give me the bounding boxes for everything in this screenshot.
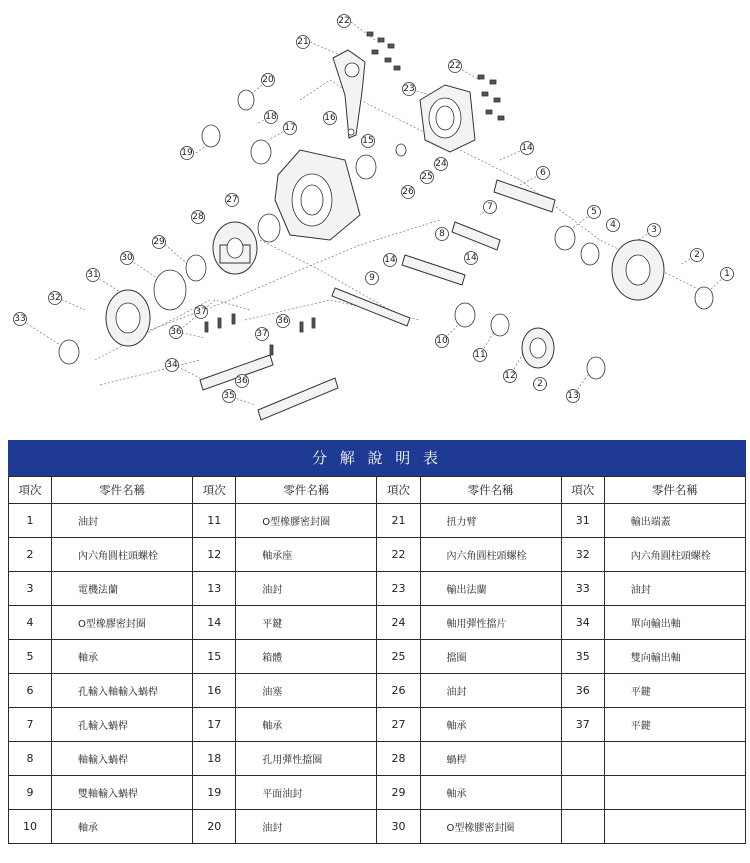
item-number: 5 <box>9 640 52 674</box>
leader-lines <box>20 22 727 405</box>
callout-5 <box>588 206 601 219</box>
part-name: 平鍵 <box>236 606 377 640</box>
callout-36a <box>170 326 183 339</box>
table-row <box>9 640 746 674</box>
item-number: 1 <box>9 504 52 538</box>
header-item-no: 項次 <box>193 477 236 504</box>
svg-text:29: 29 <box>153 237 165 247</box>
item-number: 20 <box>193 810 236 844</box>
callout-10 <box>436 335 449 348</box>
part-name: 擋圈 <box>420 640 561 674</box>
part-name: 蝸桿 <box>420 742 561 776</box>
table-row <box>9 708 746 742</box>
callout-35 <box>223 390 236 403</box>
svg-text:21: 21 <box>297 37 309 47</box>
part-name: 孔輸入軸輸入蝸桿 <box>52 674 193 708</box>
svg-text:12: 12 <box>504 371 516 381</box>
svg-text:34: 34 <box>166 360 178 370</box>
callout-9 <box>366 272 379 285</box>
svg-text:3: 3 <box>651 225 657 235</box>
bolt-set-22-top <box>367 32 400 70</box>
part-name: 軸承 <box>52 810 193 844</box>
part-name: 油封 <box>236 572 377 606</box>
item-number: 7 <box>9 708 52 742</box>
svg-text:8: 8 <box>439 229 445 239</box>
header-item-no: 項次 <box>377 477 420 504</box>
callout-1 <box>721 268 734 281</box>
item-number: 30 <box>377 810 420 844</box>
seal-rings <box>59 90 713 379</box>
part-name: 平鍵 <box>604 708 745 742</box>
callout-4 <box>607 219 620 232</box>
bolt-set-22-right <box>478 75 504 120</box>
part-name: 雙軸輸入蝸桿 <box>52 776 193 810</box>
part-name: 扭力臂 <box>420 504 561 538</box>
item-number: 29 <box>377 776 420 810</box>
svg-text:36: 36 <box>236 376 248 386</box>
item-number: 15 <box>193 640 236 674</box>
svg-text:7: 7 <box>487 202 493 212</box>
part-name: 電機法蘭 <box>52 572 193 606</box>
part-name: 油封 <box>604 572 745 606</box>
callout-7 <box>484 201 497 214</box>
table-row <box>9 572 746 606</box>
callout-22a <box>338 15 351 28</box>
callout-6 <box>537 167 550 180</box>
item-number: 35 <box>561 640 604 674</box>
table-row <box>9 606 746 640</box>
table-body <box>9 504 746 844</box>
part-name: 軸用彈性擋片 <box>420 606 561 640</box>
item-number <box>561 776 604 810</box>
item-number: 17 <box>193 708 236 742</box>
item-number: 9 <box>9 776 52 810</box>
item-number: 19 <box>193 776 236 810</box>
part-name: 軸承 <box>52 640 193 674</box>
callout-14a <box>521 142 534 155</box>
callout-14b <box>465 252 478 265</box>
part-name: 箱體 <box>236 640 377 674</box>
item-number: 21 <box>377 504 420 538</box>
callout-34 <box>166 359 179 372</box>
item-number: 16 <box>193 674 236 708</box>
item-number: 2 <box>9 538 52 572</box>
svg-text:37: 37 <box>195 307 207 317</box>
svg-text:37: 37 <box>256 329 268 339</box>
header-item-no: 項次 <box>561 477 604 504</box>
svg-text:19: 19 <box>181 148 193 158</box>
svg-text:22: 22 <box>338 16 350 26</box>
svg-text:23: 23 <box>403 84 415 94</box>
item-number <box>561 810 604 844</box>
part-name: 內六角圓柱頭螺栓 <box>420 538 561 572</box>
item-number: 4 <box>9 606 52 640</box>
svg-text:4: 4 <box>610 220 616 230</box>
part-name: 軸承座 <box>236 538 377 572</box>
callout-12 <box>504 370 517 383</box>
callout-17 <box>284 122 297 135</box>
table-row <box>9 742 746 776</box>
item-number: 14 <box>193 606 236 640</box>
part-name: 內六角圓柱頭螺栓 <box>52 538 193 572</box>
svg-text:30: 30 <box>121 253 133 263</box>
svg-text:36: 36 <box>277 316 289 326</box>
part-name <box>604 776 745 810</box>
callout-19 <box>181 147 194 160</box>
item-number: 32 <box>561 538 604 572</box>
svg-text:25: 25 <box>421 172 433 182</box>
part-name: 軸承 <box>236 708 377 742</box>
table-row <box>9 674 746 708</box>
part-name: O型橡膠密封圈 <box>236 504 377 538</box>
item-number: 10 <box>9 810 52 844</box>
item-number: 12 <box>193 538 236 572</box>
callout-16 <box>324 112 337 125</box>
item-number: 11 <box>193 504 236 538</box>
callout-30 <box>121 252 134 265</box>
svg-text:5: 5 <box>591 207 597 217</box>
item-number: 8 <box>9 742 52 776</box>
header-part-name: 零件名稱 <box>236 477 377 504</box>
svg-text:26: 26 <box>402 187 414 197</box>
svg-text:27: 27 <box>226 195 238 205</box>
part-name: 平面油封 <box>236 776 377 810</box>
svg-text:18: 18 <box>265 112 277 122</box>
table-row <box>9 776 746 810</box>
callout-11 <box>474 349 487 362</box>
callout-24 <box>435 158 448 171</box>
item-number: 24 <box>377 606 420 640</box>
svg-text:28: 28 <box>192 212 204 222</box>
item-number: 34 <box>561 606 604 640</box>
callout-14c <box>384 254 397 267</box>
table-row <box>9 504 746 538</box>
part-name: 單向輸出軸 <box>604 606 745 640</box>
part-name: 孔用彈性擋圈 <box>236 742 377 776</box>
part-name: 雙向輸出軸 <box>604 640 745 674</box>
svg-text:24: 24 <box>435 159 447 169</box>
callout-37b <box>256 328 269 341</box>
svg-text:32: 32 <box>49 293 61 303</box>
callout-22b <box>449 60 462 73</box>
callout-18 <box>265 111 278 124</box>
part-name: 油塞 <box>236 674 377 708</box>
svg-text:17: 17 <box>284 123 296 133</box>
part-name <box>604 742 745 776</box>
callout-13 <box>567 390 580 403</box>
torque-arm-part <box>333 50 365 138</box>
input-worm-shafts <box>332 180 555 326</box>
parts-legend <box>8 440 746 858</box>
part-name: O型橡膠密封圈 <box>52 606 193 640</box>
part-name: 平鍵 <box>604 674 745 708</box>
exploded-view-diagram <box>0 0 750 430</box>
svg-text:11: 11 <box>474 350 486 360</box>
worm-gear-part <box>213 222 257 274</box>
part-name: 軸輸入蝸桿 <box>52 742 193 776</box>
output-flange-part <box>420 85 475 152</box>
item-number: 3 <box>9 572 52 606</box>
item-number: 33 <box>561 572 604 606</box>
svg-text:2: 2 <box>537 379 543 389</box>
header-part-name: 零件名稱 <box>604 477 745 504</box>
part-name <box>604 810 745 844</box>
callout-21 <box>297 36 310 49</box>
svg-text:6: 6 <box>540 168 546 178</box>
part-name: 油封 <box>236 810 377 844</box>
item-number: 26 <box>377 674 420 708</box>
svg-text:33: 33 <box>14 314 26 324</box>
parts-table <box>8 476 746 844</box>
part-name: 內六角圓柱頭螺栓 <box>604 538 745 572</box>
item-number: 31 <box>561 504 604 538</box>
svg-text:36: 36 <box>170 327 182 337</box>
svg-text:31: 31 <box>87 270 99 280</box>
item-number: 13 <box>193 572 236 606</box>
callout-2 <box>691 249 704 262</box>
table-header-row <box>9 477 746 504</box>
callout-36c <box>236 375 249 388</box>
item-number: 25 <box>377 640 420 674</box>
part-name: 孔輸入蝸桿 <box>52 708 193 742</box>
callout-33 <box>14 313 27 326</box>
svg-text:20: 20 <box>262 75 274 85</box>
svg-text:1: 1 <box>724 269 730 279</box>
item-number: 23 <box>377 572 420 606</box>
svg-text:13: 13 <box>567 391 579 401</box>
svg-text:9: 9 <box>369 273 375 283</box>
callout-2b <box>534 378 547 391</box>
header-item-no: 項次 <box>9 477 52 504</box>
header-part-name: 零件名稱 <box>52 477 193 504</box>
callout-8 <box>436 228 449 241</box>
part-name: 輸出法蘭 <box>420 572 561 606</box>
table-row <box>9 810 746 844</box>
table-row <box>9 538 746 572</box>
item-number <box>561 742 604 776</box>
bearing-seat-part <box>522 328 554 368</box>
housing-part <box>275 150 360 240</box>
legend-title: 分 解 說 明 表 <box>8 440 746 476</box>
svg-text:10: 10 <box>436 336 448 346</box>
svg-text:16: 16 <box>324 113 336 123</box>
part-name: 軸承 <box>420 708 561 742</box>
part-name: 軸承 <box>420 776 561 810</box>
part-name: 油封 <box>420 674 561 708</box>
svg-text:14: 14 <box>384 255 396 265</box>
svg-text:14: 14 <box>465 253 477 263</box>
part-name: 油封 <box>52 504 193 538</box>
item-number: 37 <box>561 708 604 742</box>
item-number: 18 <box>193 742 236 776</box>
callout-25 <box>421 171 434 184</box>
svg-text:22: 22 <box>449 61 461 71</box>
callout-31 <box>87 269 100 282</box>
callout-32 <box>49 292 62 305</box>
output-shafts <box>200 355 338 420</box>
motor-flange-part <box>612 240 664 300</box>
callout-29 <box>153 236 166 249</box>
callout-36b <box>277 315 290 328</box>
callout-28 <box>192 211 205 224</box>
svg-text:2: 2 <box>694 250 700 260</box>
svg-text:35: 35 <box>223 391 235 401</box>
item-number: 22 <box>377 538 420 572</box>
item-number: 27 <box>377 708 420 742</box>
callout-37a <box>195 306 208 319</box>
callout-3 <box>648 224 661 237</box>
svg-text:15: 15 <box>362 136 374 146</box>
item-number: 6 <box>9 674 52 708</box>
part-name: O型橡膠密封圈 <box>420 810 561 844</box>
callout-27 <box>226 194 239 207</box>
item-number: 36 <box>561 674 604 708</box>
header-part-name: 零件名稱 <box>420 477 561 504</box>
callout-20 <box>262 74 275 87</box>
callout-23 <box>403 83 416 96</box>
part-name: 輸出端蓋 <box>604 504 745 538</box>
output-end-cover-part <box>106 290 150 346</box>
svg-text:14: 14 <box>521 143 533 153</box>
callout-15 <box>362 135 375 148</box>
item-number: 28 <box>377 742 420 776</box>
callout-26 <box>402 186 415 199</box>
